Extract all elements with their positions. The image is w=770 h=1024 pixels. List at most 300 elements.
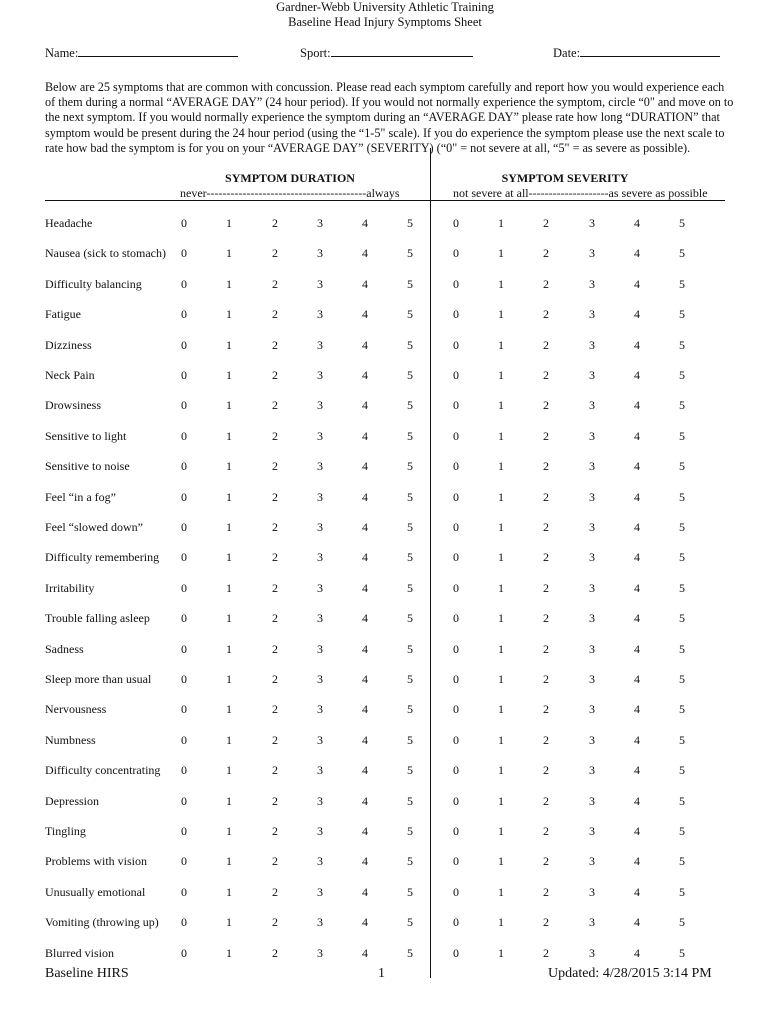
severity-option[interactable]: 3 — [589, 763, 595, 777]
duration-option[interactable]: 3 — [317, 672, 323, 686]
severity-option[interactable]: 1 — [498, 794, 504, 808]
duration-option[interactable]: 1 — [226, 429, 232, 443]
severity-option[interactable]: 5 — [679, 733, 685, 747]
duration-option[interactable]: 5 — [407, 672, 413, 686]
date-line[interactable] — [580, 44, 720, 57]
duration-option[interactable]: 2 — [272, 307, 278, 321]
severity-option[interactable]: 1 — [498, 854, 504, 868]
severity-option[interactable]: 5 — [679, 216, 685, 230]
severity-option[interactable]: 2 — [543, 733, 549, 747]
duration-option[interactable]: 4 — [362, 915, 368, 929]
severity-option[interactable]: 3 — [589, 520, 595, 534]
duration-option[interactable]: 0 — [181, 368, 187, 382]
severity-option[interactable]: 5 — [679, 854, 685, 868]
severity-option[interactable]: 5 — [679, 277, 685, 291]
severity-option[interactable]: 4 — [634, 733, 640, 747]
severity-option[interactable]: 1 — [498, 946, 504, 960]
duration-option[interactable]: 5 — [407, 854, 413, 868]
duration-option[interactable]: 0 — [181, 520, 187, 534]
severity-option[interactable]: 1 — [498, 490, 504, 504]
severity-option[interactable]: 3 — [589, 550, 595, 564]
severity-option[interactable]: 4 — [634, 398, 640, 412]
duration-option[interactable]: 4 — [362, 581, 368, 595]
severity-option[interactable]: 5 — [679, 642, 685, 656]
duration-option[interactable]: 4 — [362, 885, 368, 899]
sport-field[interactable] — [300, 44, 473, 61]
duration-option[interactable]: 0 — [181, 277, 187, 291]
severity-option[interactable]: 1 — [498, 277, 504, 291]
duration-option[interactable]: 5 — [407, 611, 413, 625]
severity-option[interactable]: 2 — [543, 520, 549, 534]
duration-option[interactable]: 3 — [317, 763, 323, 777]
duration-option[interactable]: 2 — [272, 702, 278, 716]
duration-option[interactable]: 0 — [181, 246, 187, 260]
duration-option[interactable]: 0 — [181, 794, 187, 808]
severity-option[interactable]: 3 — [589, 702, 595, 716]
duration-option[interactable]: 4 — [362, 398, 368, 412]
duration-option[interactable]: 3 — [317, 307, 323, 321]
severity-option[interactable]: 0 — [453, 368, 459, 382]
severity-option[interactable]: 2 — [543, 277, 549, 291]
severity-option[interactable]: 0 — [453, 733, 459, 747]
duration-option[interactable]: 2 — [272, 854, 278, 868]
severity-option[interactable]: 4 — [634, 368, 640, 382]
severity-option[interactable]: 5 — [679, 459, 685, 473]
duration-option[interactable]: 1 — [226, 550, 232, 564]
severity-option[interactable]: 1 — [498, 763, 504, 777]
severity-option[interactable]: 2 — [543, 672, 549, 686]
duration-option[interactable]: 5 — [407, 794, 413, 808]
duration-option[interactable]: 3 — [317, 429, 323, 443]
severity-option[interactable]: 2 — [543, 946, 549, 960]
duration-option[interactable]: 2 — [272, 642, 278, 656]
duration-option[interactable]: 0 — [181, 429, 187, 443]
severity-option[interactable]: 0 — [453, 398, 459, 412]
severity-option[interactable]: 4 — [634, 854, 640, 868]
duration-option[interactable]: 3 — [317, 550, 323, 564]
duration-option[interactable]: 5 — [407, 520, 413, 534]
duration-option[interactable]: 1 — [226, 490, 232, 504]
severity-option[interactable]: 5 — [679, 398, 685, 412]
severity-option[interactable]: 2 — [543, 642, 549, 656]
duration-option[interactable]: 5 — [407, 642, 413, 656]
severity-option[interactable]: 0 — [453, 824, 459, 838]
severity-option[interactable]: 5 — [679, 550, 685, 564]
duration-option[interactable]: 3 — [317, 946, 323, 960]
duration-option[interactable]: 0 — [181, 763, 187, 777]
severity-option[interactable]: 5 — [679, 794, 685, 808]
severity-option[interactable]: 3 — [589, 794, 595, 808]
severity-option[interactable]: 2 — [543, 368, 549, 382]
duration-option[interactable]: 4 — [362, 429, 368, 443]
severity-option[interactable]: 0 — [453, 581, 459, 595]
duration-option[interactable]: 3 — [317, 216, 323, 230]
duration-option[interactable]: 3 — [317, 459, 323, 473]
duration-option[interactable]: 4 — [362, 763, 368, 777]
duration-option[interactable]: 0 — [181, 338, 187, 352]
severity-option[interactable]: 4 — [634, 915, 640, 929]
duration-option[interactable]: 1 — [226, 794, 232, 808]
duration-option[interactable]: 2 — [272, 368, 278, 382]
duration-option[interactable]: 1 — [226, 946, 232, 960]
duration-option[interactable]: 4 — [362, 946, 368, 960]
severity-option[interactable]: 2 — [543, 550, 549, 564]
duration-option[interactable]: 2 — [272, 398, 278, 412]
duration-option[interactable]: 4 — [362, 307, 368, 321]
duration-option[interactable]: 1 — [226, 368, 232, 382]
duration-option[interactable]: 0 — [181, 307, 187, 321]
severity-option[interactable]: 4 — [634, 216, 640, 230]
duration-option[interactable]: 5 — [407, 581, 413, 595]
severity-option[interactable]: 4 — [634, 946, 640, 960]
severity-option[interactable]: 4 — [634, 763, 640, 777]
duration-option[interactable]: 4 — [362, 702, 368, 716]
severity-option[interactable]: 3 — [589, 885, 595, 899]
duration-option[interactable]: 1 — [226, 915, 232, 929]
severity-option[interactable]: 0 — [453, 642, 459, 656]
duration-option[interactable]: 3 — [317, 885, 323, 899]
severity-option[interactable]: 3 — [589, 429, 595, 443]
duration-option[interactable]: 2 — [272, 429, 278, 443]
severity-option[interactable]: 4 — [634, 581, 640, 595]
duration-option[interactable]: 0 — [181, 581, 187, 595]
severity-option[interactable]: 2 — [543, 246, 549, 260]
duration-option[interactable]: 4 — [362, 733, 368, 747]
duration-option[interactable]: 4 — [362, 611, 368, 625]
duration-option[interactable]: 5 — [407, 550, 413, 564]
duration-option[interactable]: 5 — [407, 307, 413, 321]
duration-option[interactable]: 1 — [226, 520, 232, 534]
severity-option[interactable]: 2 — [543, 763, 549, 777]
severity-option[interactable]: 1 — [498, 611, 504, 625]
duration-option[interactable]: 1 — [226, 216, 232, 230]
duration-option[interactable]: 4 — [362, 520, 368, 534]
duration-option[interactable]: 2 — [272, 550, 278, 564]
severity-option[interactable]: 0 — [453, 277, 459, 291]
severity-option[interactable]: 0 — [453, 520, 459, 534]
severity-option[interactable]: 3 — [589, 946, 595, 960]
duration-option[interactable]: 1 — [226, 459, 232, 473]
duration-option[interactable]: 4 — [362, 216, 368, 230]
duration-option[interactable]: 3 — [317, 398, 323, 412]
date-field[interactable] — [553, 44, 720, 61]
duration-option[interactable]: 4 — [362, 338, 368, 352]
severity-option[interactable]: 5 — [679, 763, 685, 777]
severity-option[interactable]: 1 — [498, 307, 504, 321]
severity-option[interactable]: 3 — [589, 398, 595, 412]
severity-option[interactable]: 4 — [634, 672, 640, 686]
duration-option[interactable]: 0 — [181, 550, 187, 564]
duration-option[interactable]: 1 — [226, 763, 232, 777]
severity-option[interactable]: 2 — [543, 459, 549, 473]
severity-option[interactable]: 2 — [543, 307, 549, 321]
duration-option[interactable]: 4 — [362, 550, 368, 564]
duration-option[interactable]: 3 — [317, 824, 323, 838]
duration-option[interactable]: 3 — [317, 915, 323, 929]
duration-option[interactable]: 4 — [362, 490, 368, 504]
severity-option[interactable]: 5 — [679, 368, 685, 382]
severity-option[interactable]: 4 — [634, 277, 640, 291]
duration-option[interactable]: 1 — [226, 885, 232, 899]
duration-option[interactable]: 3 — [317, 246, 323, 260]
severity-option[interactable]: 4 — [634, 550, 640, 564]
duration-option[interactable]: 0 — [181, 854, 187, 868]
duration-option[interactable]: 0 — [181, 398, 187, 412]
duration-option[interactable]: 1 — [226, 307, 232, 321]
duration-option[interactable]: 4 — [362, 854, 368, 868]
duration-option[interactable]: 3 — [317, 854, 323, 868]
severity-option[interactable]: 3 — [589, 216, 595, 230]
severity-option[interactable]: 1 — [498, 246, 504, 260]
severity-option[interactable]: 1 — [498, 429, 504, 443]
duration-option[interactable]: 4 — [362, 642, 368, 656]
duration-option[interactable]: 4 — [362, 368, 368, 382]
severity-option[interactable]: 4 — [634, 642, 640, 656]
severity-option[interactable]: 2 — [543, 490, 549, 504]
severity-option[interactable]: 1 — [498, 550, 504, 564]
duration-option[interactable]: 2 — [272, 915, 278, 929]
severity-option[interactable]: 5 — [679, 885, 685, 899]
severity-option[interactable]: 2 — [543, 216, 549, 230]
severity-option[interactable]: 1 — [498, 733, 504, 747]
severity-option[interactable]: 2 — [543, 915, 549, 929]
severity-option[interactable]: 4 — [634, 611, 640, 625]
severity-option[interactable]: 3 — [589, 368, 595, 382]
severity-option[interactable]: 3 — [589, 246, 595, 260]
severity-option[interactable]: 5 — [679, 581, 685, 595]
severity-option[interactable]: 4 — [634, 459, 640, 473]
duration-option[interactable]: 4 — [362, 277, 368, 291]
duration-option[interactable]: 3 — [317, 733, 323, 747]
duration-option[interactable]: 5 — [407, 946, 413, 960]
sport-line[interactable] — [331, 44, 473, 57]
duration-option[interactable]: 4 — [362, 824, 368, 838]
severity-option[interactable]: 4 — [634, 794, 640, 808]
duration-option[interactable]: 1 — [226, 854, 232, 868]
duration-option[interactable]: 5 — [407, 398, 413, 412]
duration-option[interactable]: 0 — [181, 216, 187, 230]
severity-option[interactable]: 3 — [589, 611, 595, 625]
severity-option[interactable]: 2 — [543, 398, 549, 412]
name-field[interactable] — [45, 44, 238, 61]
duration-option[interactable]: 5 — [407, 702, 413, 716]
severity-option[interactable]: 5 — [679, 702, 685, 716]
severity-option[interactable]: 0 — [453, 307, 459, 321]
duration-option[interactable]: 2 — [272, 763, 278, 777]
duration-option[interactable]: 0 — [181, 824, 187, 838]
duration-option[interactable]: 5 — [407, 763, 413, 777]
severity-option[interactable]: 3 — [589, 854, 595, 868]
duration-option[interactable]: 1 — [226, 246, 232, 260]
severity-option[interactable]: 1 — [498, 581, 504, 595]
duration-option[interactable]: 1 — [226, 672, 232, 686]
duration-option[interactable]: 3 — [317, 277, 323, 291]
duration-option[interactable]: 0 — [181, 672, 187, 686]
duration-option[interactable]: 1 — [226, 277, 232, 291]
severity-option[interactable]: 3 — [589, 915, 595, 929]
duration-option[interactable]: 2 — [272, 338, 278, 352]
duration-option[interactable]: 3 — [317, 368, 323, 382]
severity-option[interactable]: 0 — [453, 885, 459, 899]
duration-option[interactable]: 5 — [407, 338, 413, 352]
severity-option[interactable]: 0 — [453, 459, 459, 473]
severity-option[interactable]: 3 — [589, 672, 595, 686]
severity-option[interactable]: 2 — [543, 429, 549, 443]
severity-option[interactable]: 2 — [543, 824, 549, 838]
duration-option[interactable]: 0 — [181, 915, 187, 929]
severity-option[interactable]: 3 — [589, 824, 595, 838]
duration-option[interactable]: 3 — [317, 611, 323, 625]
duration-option[interactable]: 2 — [272, 459, 278, 473]
severity-option[interactable]: 0 — [453, 854, 459, 868]
severity-option[interactable]: 2 — [543, 581, 549, 595]
duration-option[interactable]: 5 — [407, 246, 413, 260]
severity-option[interactable]: 1 — [498, 520, 504, 534]
duration-option[interactable]: 0 — [181, 733, 187, 747]
duration-option[interactable]: 1 — [226, 581, 232, 595]
severity-option[interactable]: 4 — [634, 338, 640, 352]
severity-option[interactable]: 4 — [634, 885, 640, 899]
severity-option[interactable]: 4 — [634, 490, 640, 504]
severity-option[interactable]: 2 — [543, 885, 549, 899]
severity-option[interactable]: 2 — [543, 611, 549, 625]
severity-option[interactable]: 5 — [679, 611, 685, 625]
duration-option[interactable]: 3 — [317, 520, 323, 534]
severity-option[interactable]: 3 — [589, 307, 595, 321]
duration-option[interactable]: 2 — [272, 824, 278, 838]
severity-option[interactable]: 1 — [498, 459, 504, 473]
duration-option[interactable]: 1 — [226, 642, 232, 656]
severity-option[interactable]: 4 — [634, 824, 640, 838]
severity-option[interactable]: 1 — [498, 824, 504, 838]
duration-option[interactable]: 0 — [181, 946, 187, 960]
duration-option[interactable]: 1 — [226, 702, 232, 716]
duration-option[interactable]: 2 — [272, 885, 278, 899]
duration-option[interactable]: 3 — [317, 581, 323, 595]
severity-option[interactable]: 1 — [498, 338, 504, 352]
severity-option[interactable]: 5 — [679, 338, 685, 352]
severity-option[interactable]: 2 — [543, 854, 549, 868]
severity-option[interactable]: 0 — [453, 702, 459, 716]
duration-option[interactable]: 5 — [407, 429, 413, 443]
severity-option[interactable]: 0 — [453, 246, 459, 260]
name-line[interactable] — [78, 44, 238, 57]
severity-option[interactable]: 0 — [453, 550, 459, 564]
duration-option[interactable]: 5 — [407, 459, 413, 473]
duration-option[interactable]: 0 — [181, 885, 187, 899]
severity-option[interactable]: 3 — [589, 338, 595, 352]
severity-option[interactable]: 3 — [589, 733, 595, 747]
duration-option[interactable]: 5 — [407, 490, 413, 504]
severity-option[interactable]: 5 — [679, 520, 685, 534]
duration-option[interactable]: 3 — [317, 490, 323, 504]
duration-option[interactable]: 2 — [272, 216, 278, 230]
duration-option[interactable]: 0 — [181, 611, 187, 625]
duration-option[interactable]: 5 — [407, 915, 413, 929]
severity-option[interactable]: 3 — [589, 459, 595, 473]
severity-option[interactable]: 1 — [498, 216, 504, 230]
severity-option[interactable]: 0 — [453, 915, 459, 929]
severity-option[interactable]: 3 — [589, 642, 595, 656]
severity-option[interactable]: 4 — [634, 702, 640, 716]
severity-option[interactable]: 0 — [453, 763, 459, 777]
severity-option[interactable]: 1 — [498, 915, 504, 929]
severity-option[interactable]: 0 — [453, 338, 459, 352]
severity-option[interactable]: 1 — [498, 368, 504, 382]
duration-option[interactable]: 5 — [407, 216, 413, 230]
duration-option[interactable]: 5 — [407, 885, 413, 899]
severity-option[interactable]: 2 — [543, 794, 549, 808]
duration-option[interactable]: 5 — [407, 368, 413, 382]
severity-option[interactable]: 3 — [589, 581, 595, 595]
severity-option[interactable]: 0 — [453, 946, 459, 960]
duration-option[interactable]: 1 — [226, 398, 232, 412]
duration-option[interactable]: 0 — [181, 459, 187, 473]
severity-option[interactable]: 1 — [498, 702, 504, 716]
severity-option[interactable]: 2 — [543, 702, 549, 716]
duration-option[interactable]: 2 — [272, 946, 278, 960]
duration-option[interactable]: 2 — [272, 733, 278, 747]
duration-option[interactable]: 5 — [407, 824, 413, 838]
severity-option[interactable]: 4 — [634, 429, 640, 443]
severity-option[interactable]: 1 — [498, 885, 504, 899]
duration-option[interactable]: 2 — [272, 246, 278, 260]
duration-option[interactable]: 1 — [226, 824, 232, 838]
severity-option[interactable]: 4 — [634, 520, 640, 534]
severity-option[interactable]: 5 — [679, 946, 685, 960]
severity-option[interactable]: 0 — [453, 672, 459, 686]
severity-option[interactable]: 5 — [679, 915, 685, 929]
duration-option[interactable]: 0 — [181, 702, 187, 716]
severity-option[interactable]: 3 — [589, 277, 595, 291]
duration-option[interactable]: 2 — [272, 794, 278, 808]
duration-option[interactable]: 4 — [362, 672, 368, 686]
duration-option[interactable]: 5 — [407, 277, 413, 291]
duration-option[interactable]: 2 — [272, 672, 278, 686]
severity-option[interactable]: 5 — [679, 307, 685, 321]
severity-option[interactable]: 4 — [634, 307, 640, 321]
duration-option[interactable]: 3 — [317, 642, 323, 656]
duration-option[interactable]: 1 — [226, 733, 232, 747]
severity-option[interactable]: 0 — [453, 429, 459, 443]
duration-option[interactable]: 4 — [362, 246, 368, 260]
duration-option[interactable]: 3 — [317, 338, 323, 352]
duration-option[interactable]: 0 — [181, 490, 187, 504]
severity-option[interactable]: 4 — [634, 246, 640, 260]
severity-option[interactable]: 1 — [498, 398, 504, 412]
duration-option[interactable]: 5 — [407, 733, 413, 747]
severity-option[interactable]: 5 — [679, 672, 685, 686]
duration-option[interactable]: 2 — [272, 277, 278, 291]
severity-option[interactable]: 1 — [498, 642, 504, 656]
duration-option[interactable]: 4 — [362, 459, 368, 473]
duration-option[interactable]: 1 — [226, 611, 232, 625]
duration-option[interactable]: 0 — [181, 642, 187, 656]
severity-option[interactable]: 1 — [498, 672, 504, 686]
severity-option[interactable]: 0 — [453, 490, 459, 504]
duration-option[interactable]: 3 — [317, 794, 323, 808]
duration-option[interactable]: 2 — [272, 581, 278, 595]
duration-option[interactable]: 1 — [226, 338, 232, 352]
duration-option[interactable]: 4 — [362, 794, 368, 808]
severity-option[interactable]: 2 — [543, 338, 549, 352]
severity-option[interactable]: 0 — [453, 611, 459, 625]
duration-option[interactable]: 2 — [272, 520, 278, 534]
severity-option[interactable]: 3 — [589, 490, 595, 504]
severity-option[interactable]: 5 — [679, 490, 685, 504]
severity-option[interactable]: 5 — [679, 429, 685, 443]
severity-option[interactable]: 5 — [679, 824, 685, 838]
